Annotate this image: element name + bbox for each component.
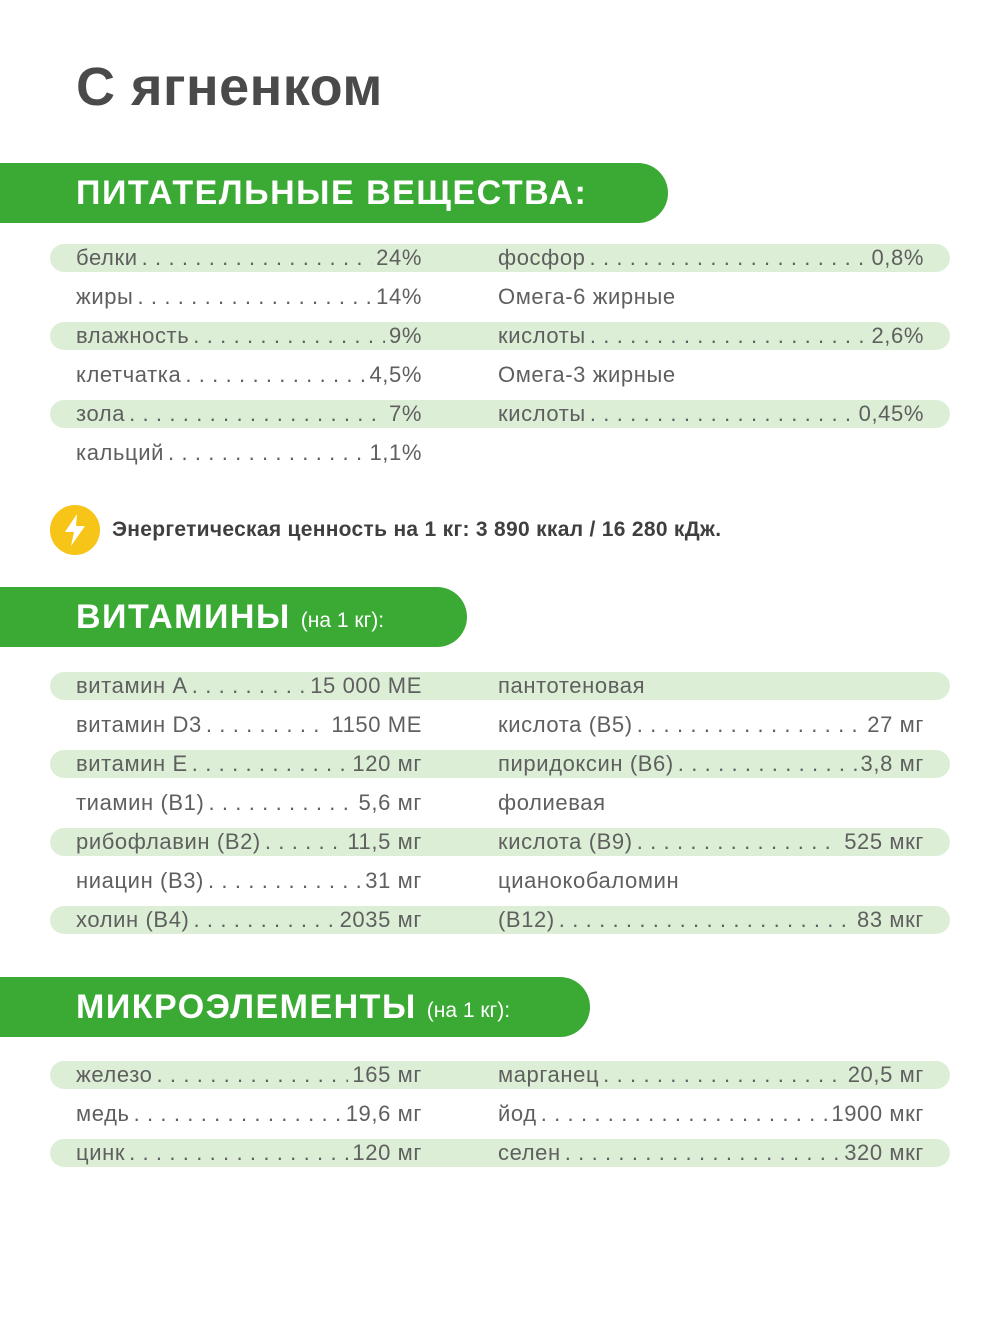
vitamins-banner (0, 587, 467, 647)
nutrient-row: жиры . . . 14% (76, 277, 422, 316)
nutrient-row: Омега-3 жирные (498, 362, 676, 387)
vitamin-row: витамин Е . . . 120 мг (76, 744, 422, 783)
vitamin-row: витамин D3 . . . 1150 МЕ (76, 705, 422, 744)
nutrient-row: Омега-6 жирные (498, 284, 676, 309)
vitamin-row: кислота (В5) . . . 27 мг (498, 705, 924, 744)
vitamins-subheading: (на 1 кг): (300, 609, 385, 632)
vitamins-heading: ВИТАМИНЫ (76, 597, 291, 636)
microelement-row: марганец . . . 20,5 мг (498, 1055, 924, 1094)
vitamin-row: рибофлавин (В2) . . . 11,5 мг (76, 822, 422, 861)
vitamin-row: холин (В4) . . . 2035 мг (76, 900, 422, 939)
vitamin-row: (В12) . . . 83 мкг (498, 900, 924, 939)
nutrient-row: фосфор . . . 0,8% (498, 238, 924, 277)
energy-value (50, 505, 721, 555)
energy-text: Энергетическая ценность на 1 кг: 3 890 ккал / 16 280 кДж. (112, 518, 722, 541)
microelement-row: йод . . . 1900 мкг (498, 1094, 924, 1133)
microelement-row: селен . . . 320 мкг (498, 1133, 924, 1172)
vitamin-row: ниацин (В3) . . . 31 мг (76, 861, 422, 900)
lightning-bolt-icon (50, 505, 100, 555)
nutrient-row: белки . . . 24% (76, 238, 422, 277)
microelements-subheading: (на 1 кг): (426, 999, 511, 1022)
nutrient-row: зола . . . 7% (76, 394, 422, 433)
vitamin-row: пантотеновая (498, 673, 646, 698)
vitamin-row: фолиевая (498, 790, 606, 815)
vitamin-row: кислота (В9) . . . 525 мкг (498, 822, 924, 861)
vitamin-row: витамин А . . . 15 000 МЕ (76, 666, 422, 705)
microelements-heading: МИКРОЭЛЕМЕНТЫ (76, 987, 417, 1026)
microelement-row: цинк . . . 120 мг (76, 1133, 422, 1172)
vitamin-row: цианокобаломин (498, 868, 680, 893)
nutrient-row: кислоты . . . 0,45% (498, 394, 924, 433)
microelement-row: железо . . . 165 мг (76, 1055, 422, 1094)
nutrient-row: кальций . . . 1,1% (76, 433, 422, 472)
nutrient-row: кислоты . . . 2,6% (498, 316, 924, 355)
nutrient-row: клетчатка . . . 4,5% (76, 355, 422, 394)
microelements-banner (0, 977, 590, 1037)
nutrient-row: влажность . . . 9% (76, 316, 422, 355)
vitamin-row: тиамин (В1) . . . 5,6 мг (76, 783, 422, 822)
nutrients-heading: ПИТАТЕЛЬНЫЕ ВЕЩЕСТВА: (76, 173, 588, 212)
page-title: С ягненком (76, 57, 383, 117)
vitamin-row: пиридоксин (В6) . . . 3,8 мг (498, 744, 924, 783)
nutrients-banner (0, 163, 668, 223)
microelement-row: медь . . . 19,6 мг (76, 1094, 422, 1133)
